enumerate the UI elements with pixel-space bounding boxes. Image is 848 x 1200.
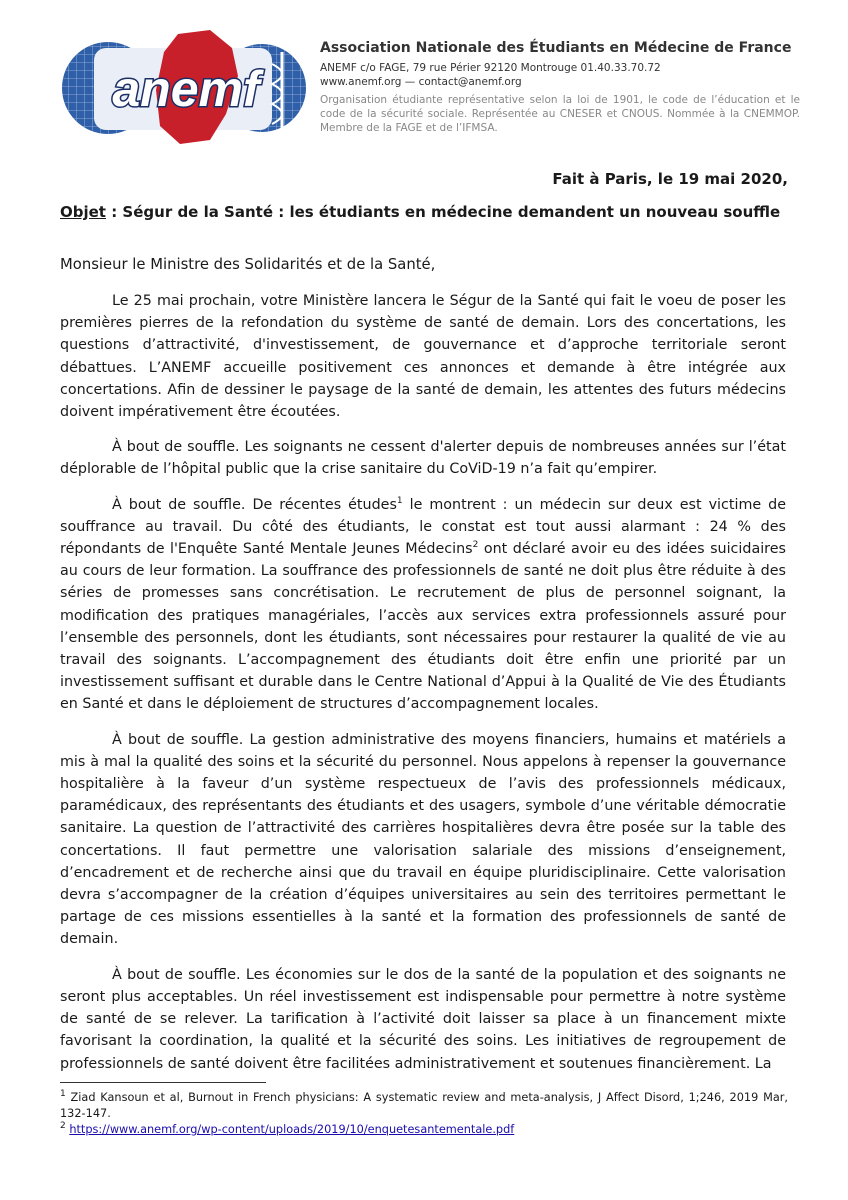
subject-label: Objet [60,203,106,221]
letter-subject [60,203,780,221]
paragraph-3-part-a: À bout de souffle. De récentes études [112,496,397,513]
footnote-2-number: 2 [60,1121,66,1132]
paragraph-3-part-c: ont déclaré avoir eu des idées suicidaires au cours de leur formation. La souffrance des professionnels de santé ne doit plus être réduite à des séries de promesses sans concrétisation. Le recrutement de plus de personnel soignant, la modification des pratiques managériales, l’accès aux services extra professionnels assuré pour l’ensemble des personnels, dont les étudiants, sont nécessaires pour restaurer la qualité de vie au travail des soignants. L’accompagnement des étudiants doit être enfin une priorité par un investissement suffisant et durable dans le Centre National d’Appui à la Qualité de Vie des Étudiants en Santé et dans le déploiement de structures d’accompagnement locales. [60,541,786,713]
org-header [320,40,800,135]
footnote-ref-1[interactable]: 1 [396,495,403,506]
letter-salutation: Monsieur le Ministre des Solidarités et de la Santé, [60,256,436,273]
anemf-logo [60,30,310,152]
footnote-1-number: 1 [60,1089,66,1100]
subject-text: : Ségur de la Santé : les étudiants en médecine demandent un nouveau souffle [105,203,781,221]
org-address: ANEMF c/o FAGE, 79 rue Périer 92120 Montrouge 01.40.33.70.72 [320,62,661,74]
paragraph-2: À bout de souffle. Les soignants ne cessent d'alerter depuis de nombreuses années sur l’état déplorable de l’hôpital public que la crise sanitaire du CoViD-19 n’a fait qu’empirer. [60,439,786,478]
footnote-2 [60,1122,788,1138]
footnote-1-text: Ziad Kansoun et al, Burnout in French physicians: A systematic review and meta-analysis, J Affect Disord, 1;246, 2019 Mar, 132-147. [60,1091,788,1120]
letter-date: Fait à Paris, le 19 mai 2020, [552,170,788,188]
org-name: Association Nationale des Étudiants en Médecine de France [320,40,792,56]
paragraph-1: Le 25 mai prochain, votre Ministère lancera le Ségur de la Santé qui fait le voeu de poser les premières pierres de la refondation du système de santé de demain. Lors des concertations, les questions d’attractivité, d'investissement, de gouvernance et d’approche territoriale seront débattues. L’ANEMF accueille positivement ces annonces et demande à être intégrée aux concertations. Afin de dessiner le paysage de la santé de demain, les attentes des futurs médecins doivent impérativement être écoutées. [60,293,786,421]
footnote-divider [60,1082,266,1083]
logo-wordmark: anemf [112,61,260,117]
footnote-ref-2[interactable]: 2 [472,540,479,551]
org-description: Organisation étudiante représentative selon la loi de 1901, le code de l’éducation et le code de la sécurité sociale. Représentée au CNESER et CNOUS. Nommée à la CNEMMOP. Membre de la FAGE et de l’IFMSA. [320,94,800,134]
footnotes [60,1090,788,1138]
paragraph-3-part-b: le montrent : un médecin sur deux est victime de souffrance au travail. Du côté des étudiants, le constat est tout aussi alarmant : 24 % des répondants de l'Enquête Santé Mentale Jeunes Médecins [60,496,787,558]
org-web-contact: www.anemf.org — contact@anemf.org [320,76,522,88]
letter-body [60,290,786,1088]
paragraph-3 [60,494,786,716]
paragraph-5: À bout de souffle. Les économies sur le dos de la santé de la population et des soignants ne seront plus acceptables. Un réel investissement est indispensable pour permettre à notre système de santé de se relever. La tarification à l’activité doit laisser sa place à un financement mixte favorisant la coordination, la qualité et la sécurité des soins. Les initiatives de regroupement de professionnels de santé doivent être facilitées administrativement et soutenues financièrement. La [60,966,786,1072]
paragraph-4: À bout de souffle. La gestion administrative des moyens financiers, humains et matériels a mis à mal la qualité des soins et la sécurité du personnel. Nous appelons à repenser la gouvernance hospitalière à la faveur d’un système respectueux de l’avis des professionnels médicaux, paramédicaux, des représentants des étudiants et des usagers, symbole d’une véritable démocratie sanitaire. La question de l’attractivité des carrières hospitalières devra être posée sur la table des concertations. Il faut permettre une valorisation salariale des missions d’enseignement, d’encadrement et de recherche ainsi que du travail en équipe pluridisciplinaire. Cette valorisation devra s’accompagner de la création d’équipes universitaires au sein des territoires permettant le partage de ces missions essentielles à la santé et la formation des professionnels de santé de demain. [60,731,786,948]
footnote-1 [60,1090,788,1122]
footnote-2-link[interactable]: https://www.anemf.org/wp-content/uploads/2019/10/enquetesantementale.pdf [69,1123,515,1136]
